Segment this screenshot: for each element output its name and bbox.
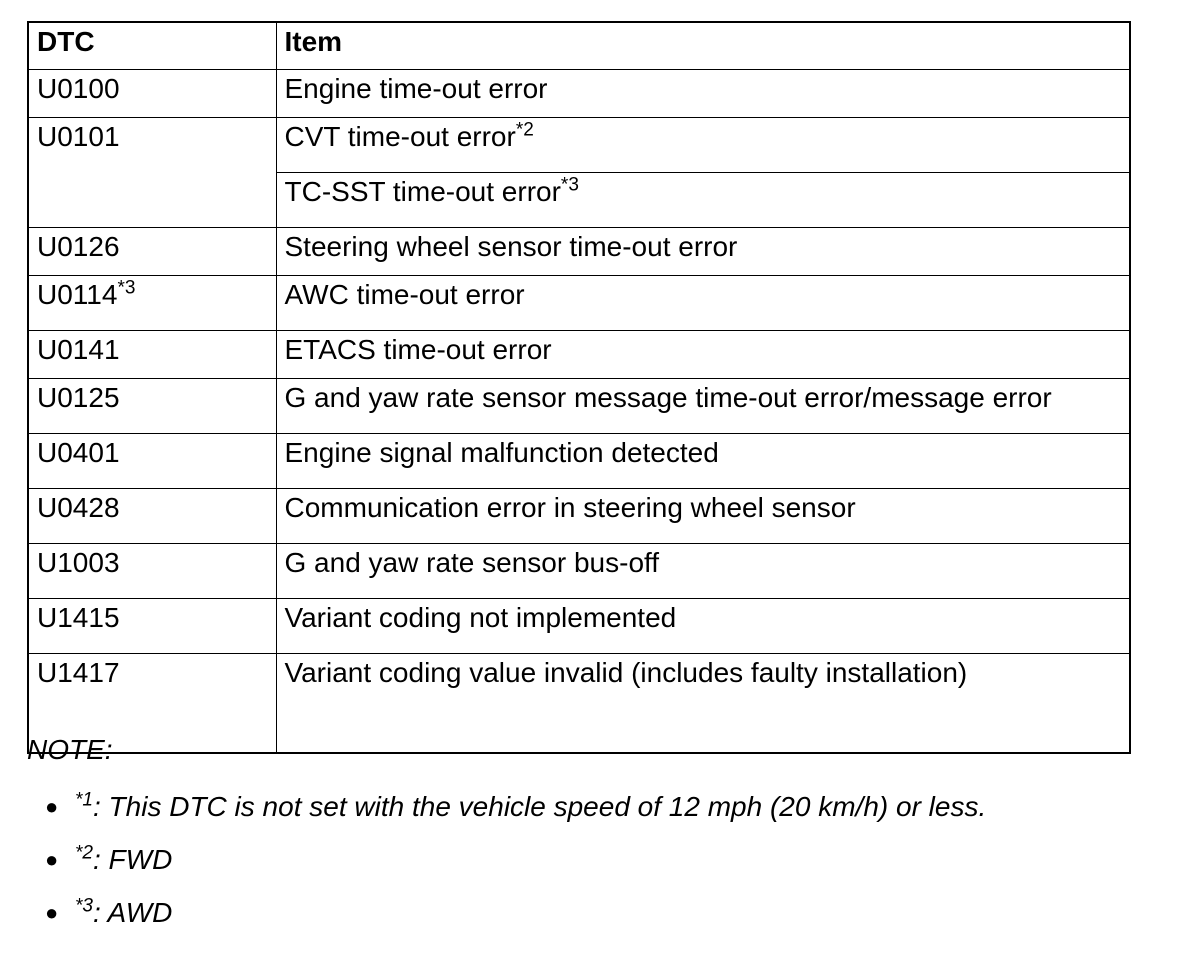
dtc-item-text: TC-SST time-out error (284, 176, 561, 207)
note-text: : AWD (93, 897, 173, 928)
bullet-icon: ● (45, 847, 59, 872)
note-item (27, 886, 1167, 939)
table-row (28, 379, 1130, 434)
table-row (28, 70, 1130, 118)
note-text: : FWD (93, 844, 173, 875)
note-title: NOTE: (27, 734, 113, 765)
dtc-item: Engine signal malfunction detected (276, 434, 1130, 489)
footnote-mark: *3 (560, 174, 579, 196)
note-text: : This DTC is not set with the vehicle speed of 12 mph (20 km/h) or less. (93, 791, 987, 822)
note-item (27, 780, 1167, 833)
table-row (28, 544, 1130, 599)
dtc-code: U0401 (28, 434, 276, 489)
dtc-code: U1003 (28, 544, 276, 599)
dtc-item (276, 118, 1130, 173)
dtc-code-text: U0114 (37, 279, 118, 310)
dtc-item: G and yaw rate sensor bus-off (276, 544, 1130, 599)
dtc-code: U1415 (28, 599, 276, 654)
dtc-code: U0141 (28, 331, 276, 379)
dtc-code: U0125 (28, 379, 276, 434)
header-item: Item (276, 22, 1130, 70)
dtc-item: Variant coding value invalid (includes faulty installation) (276, 654, 1130, 754)
table-row (28, 489, 1130, 544)
note-section (27, 734, 1167, 939)
table-header-row (28, 22, 1130, 70)
table-row (28, 434, 1130, 489)
table-row (28, 599, 1130, 654)
footnote-mark: *3 (75, 895, 93, 917)
dtc-table (27, 21, 1131, 754)
table-row (28, 276, 1130, 331)
dtc-item: ETACS time-out error (276, 331, 1130, 379)
note-list (27, 780, 1167, 939)
dtc-code (28, 276, 276, 331)
bullet-icon: ● (45, 900, 59, 925)
dtc-code: U0100 (28, 70, 276, 118)
table-row (28, 118, 1130, 173)
bullet-icon: ● (45, 794, 59, 819)
table-row (28, 331, 1130, 379)
dtc-code: U0126 (28, 228, 276, 276)
dtc-item: Steering wheel sensor time-out error (276, 228, 1130, 276)
footnote-mark: *2 (75, 842, 93, 864)
dtc-code: U1417 (28, 654, 276, 754)
dtc-item: Variant coding not implemented (276, 599, 1130, 654)
dtc-code: U0428 (28, 489, 276, 544)
dtc-item (276, 173, 1130, 228)
header-dtc: DTC (28, 22, 276, 70)
footnote-mark: *3 (117, 277, 136, 299)
dtc-code: U0101 (28, 118, 276, 228)
dtc-item: Engine time-out error (276, 70, 1130, 118)
dtc-item: Communication error in steering wheel sensor (276, 489, 1130, 544)
footnote-mark: *1 (75, 789, 93, 811)
dtc-item: AWC time-out error (276, 276, 1130, 331)
dtc-item: G and yaw rate sensor message time-out error/message error (276, 379, 1130, 434)
note-item (27, 833, 1167, 886)
dtc-item-text: CVT time-out error (284, 121, 516, 152)
table-row (28, 228, 1130, 276)
footnote-mark: *2 (515, 119, 534, 141)
